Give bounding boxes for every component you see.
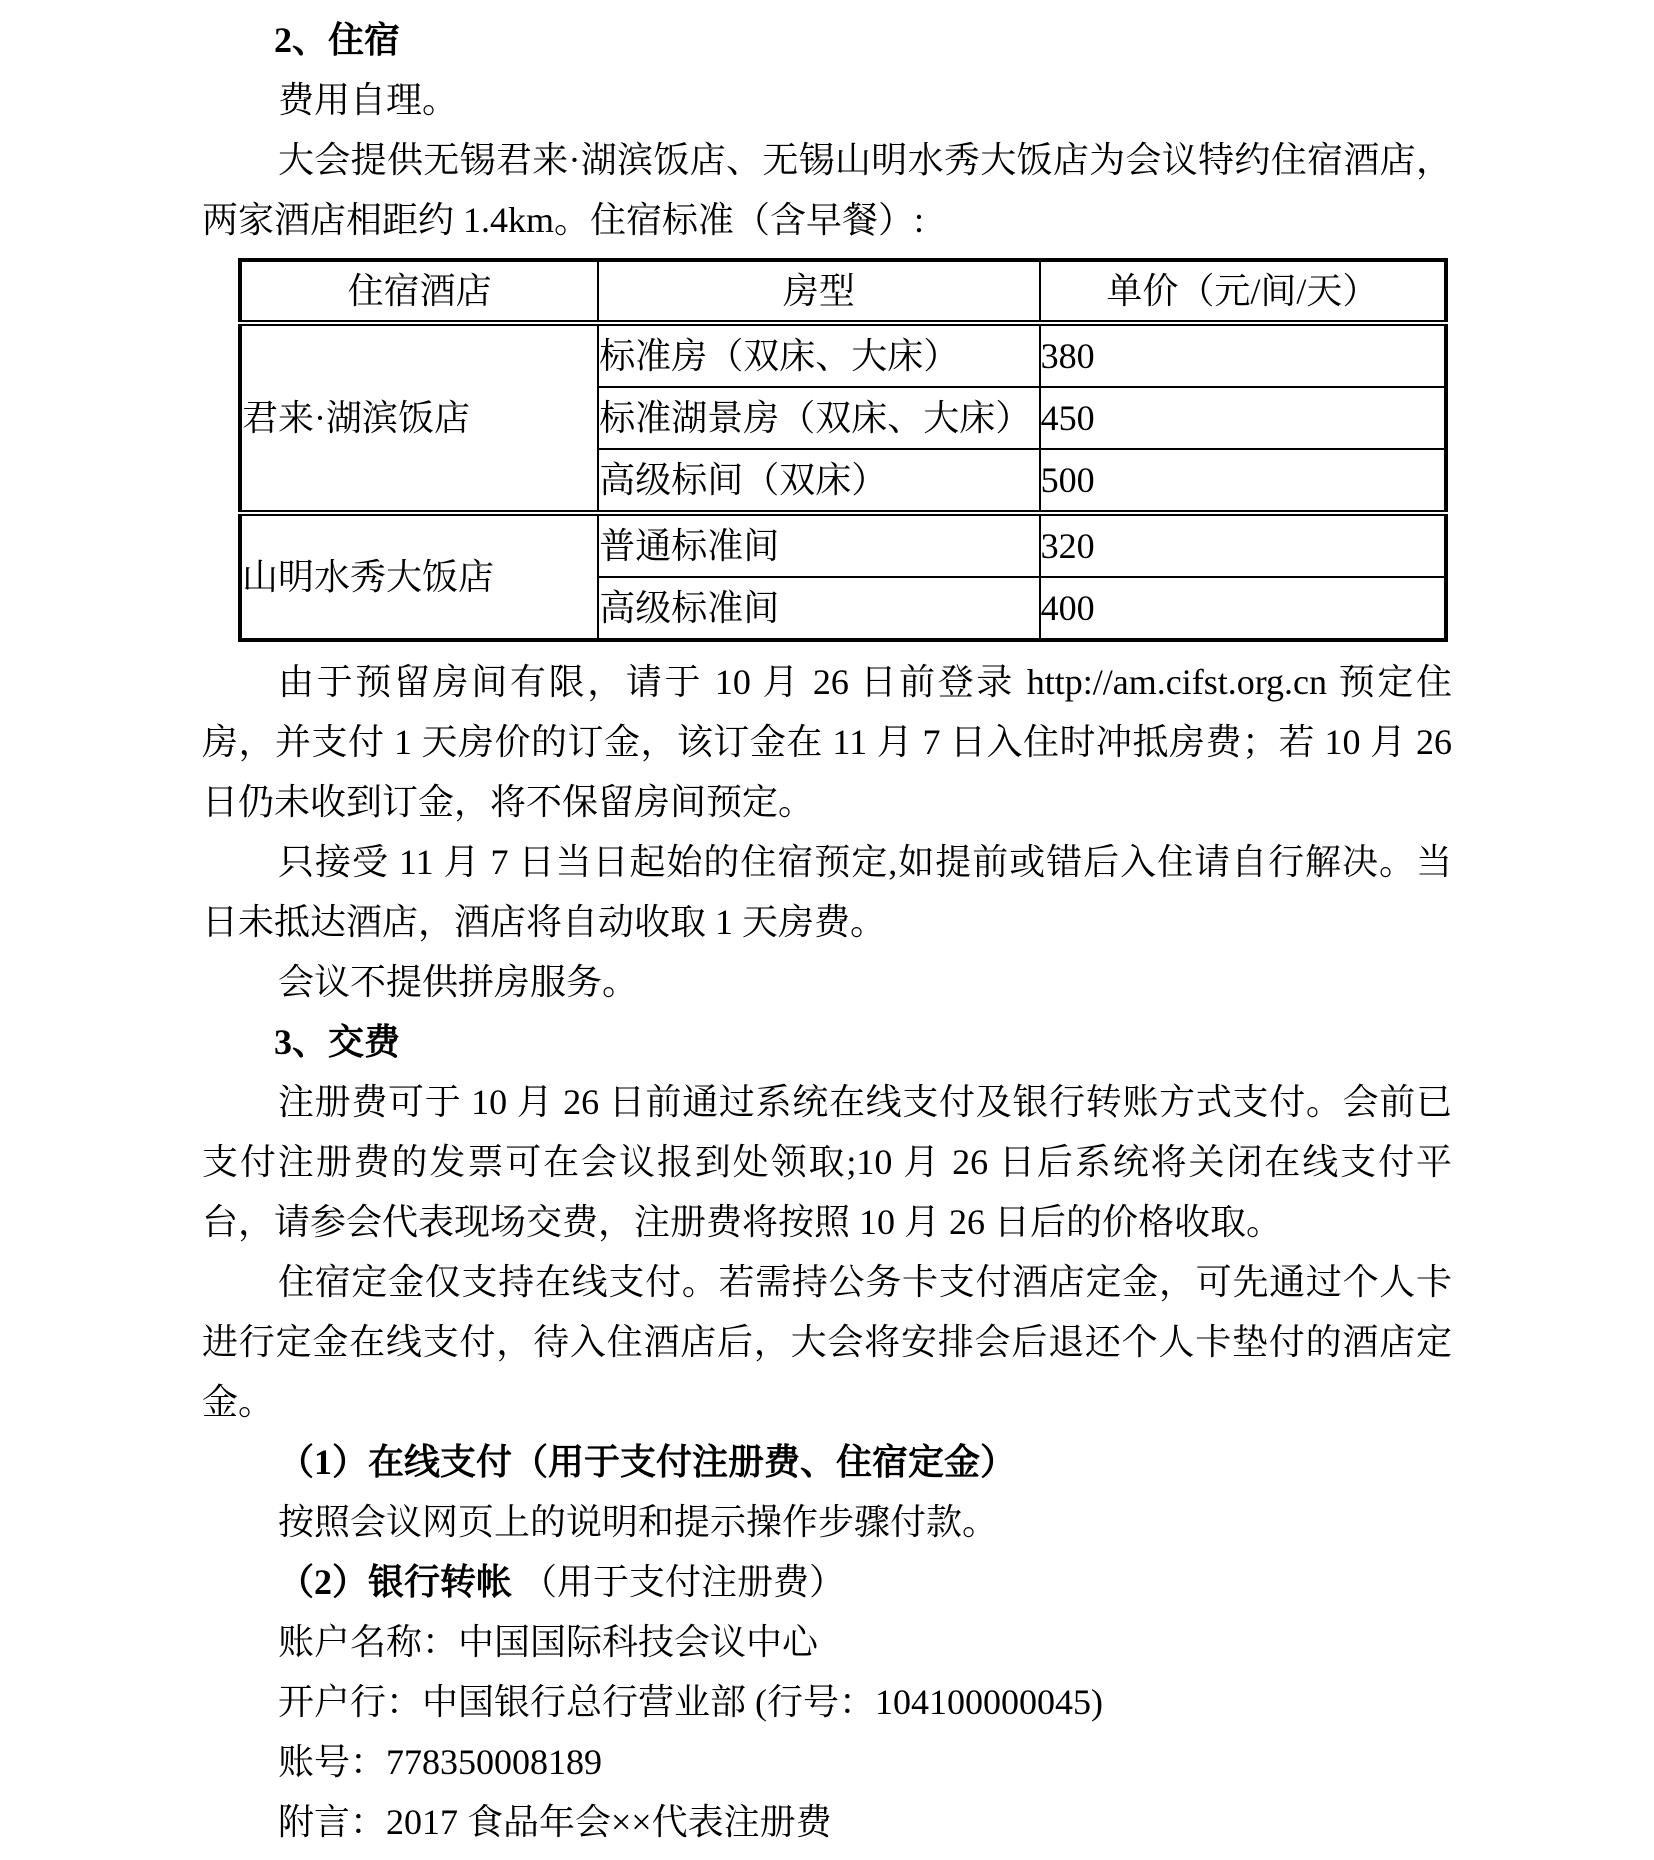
accommodation-rates-table [238, 258, 1448, 642]
price-cell: 450 [1040, 387, 1446, 449]
subheading-bank-transfer-note: （用于支付注册费） [512, 1562, 846, 1602]
bank-account-name: 账户名称：中国国际科技会议中心 [278, 1622, 819, 1662]
room-type-cell: 普通标准间 [598, 513, 1039, 577]
price-cell: 320 [1040, 513, 1446, 577]
hotel-name-cell: 君来·湖滨饭店 [240, 323, 598, 513]
bank-branch: 开户行：中国银行总行营业部 (行号：104100000045) [278, 1682, 1103, 1722]
hotel-name-cell: 山明水秀大饭店 [240, 513, 598, 640]
para-hotel-intro: 大会提供无锡君来·湖滨饭店、无锡山明水秀大饭店为会议特约住宿酒店，两家酒店相距约 1.4km。住宿标准（含早餐）: [202, 140, 1452, 240]
price-cell: 380 [1040, 323, 1446, 387]
price-cell: 400 [1040, 577, 1446, 640]
subheading-bank-transfer-title: （2）银行转帐 [278, 1562, 513, 1602]
table-row [240, 513, 1446, 577]
room-type-cell: 高级标准间 [598, 577, 1039, 640]
room-type-cell: 标准湖景房（双床、大床） [598, 387, 1039, 449]
document-page [202, 10, 1452, 1852]
para-booking-deposit: 由于预留房间有限，请于 10 月 26 日前登录 http://am.cifst.org.cn 预定住房，并支付 1 天房价的订金，该订金在 11 月 7 日入住时冲抵房费；若 10 月 26 日仍未收到订金，将不保留房间预定。 [202, 662, 1452, 822]
subheading-online-payment: （1）在线支付（用于支付注册费、住宿定金） [278, 1442, 1017, 1482]
para-payment-steps: 按照会议网页上的说明和提示操作步骤付款。 [278, 1502, 999, 1542]
para-deposit-online-only: 住宿定金仅支持在线支付。若需持公务卡支付酒店定金，可先通过个人卡进行定金在线支付，待入住酒店后，大会将安排会后退还个人卡垫付的酒店定金。 [202, 1262, 1452, 1422]
table-row [240, 323, 1446, 387]
room-type-cell: 标准房（双床、大床） [598, 323, 1039, 387]
table-header-hotel: 住宿酒店 [240, 260, 598, 323]
para-checkin-policy: 只接受 11 月 7 日当日起始的住宿预定,如提前或错后入住请自行解决。当日未抵达酒店，酒店将自动收取 1 天房费。 [202, 842, 1452, 942]
para-no-room-sharing: 会议不提供拼房服务。 [278, 962, 639, 1002]
para-fee-self: 费用自理。 [278, 80, 459, 120]
table-header-room-type: 房型 [598, 260, 1039, 323]
room-type-cell: 高级标间（双床） [598, 449, 1039, 513]
section-heading-payment: 3、交费 [274, 1022, 401, 1062]
subheading-bank-transfer [202, 1552, 1452, 1612]
table-header-price: 单价（元/间/天） [1040, 260, 1446, 323]
bank-memo: 附言：2017 食品年会××代表注册费 [278, 1802, 832, 1842]
price-cell: 500 [1040, 449, 1446, 513]
section-heading-accommodation: 2、住宿 [274, 20, 401, 60]
para-registration-payment: 注册费可于 10 月 26 日前通过系统在线支付及银行转账方式支付。会前已支付注册费的发票可在会议报到处领取;10 月 26 日后系统将关闭在线支付平台，请参会代表现场交费，注册费将按照 10 月 26 日后的价格收取。 [202, 1082, 1452, 1242]
table-header-row [240, 260, 1446, 323]
bank-account-number: 账号：778350008189 [278, 1742, 603, 1782]
